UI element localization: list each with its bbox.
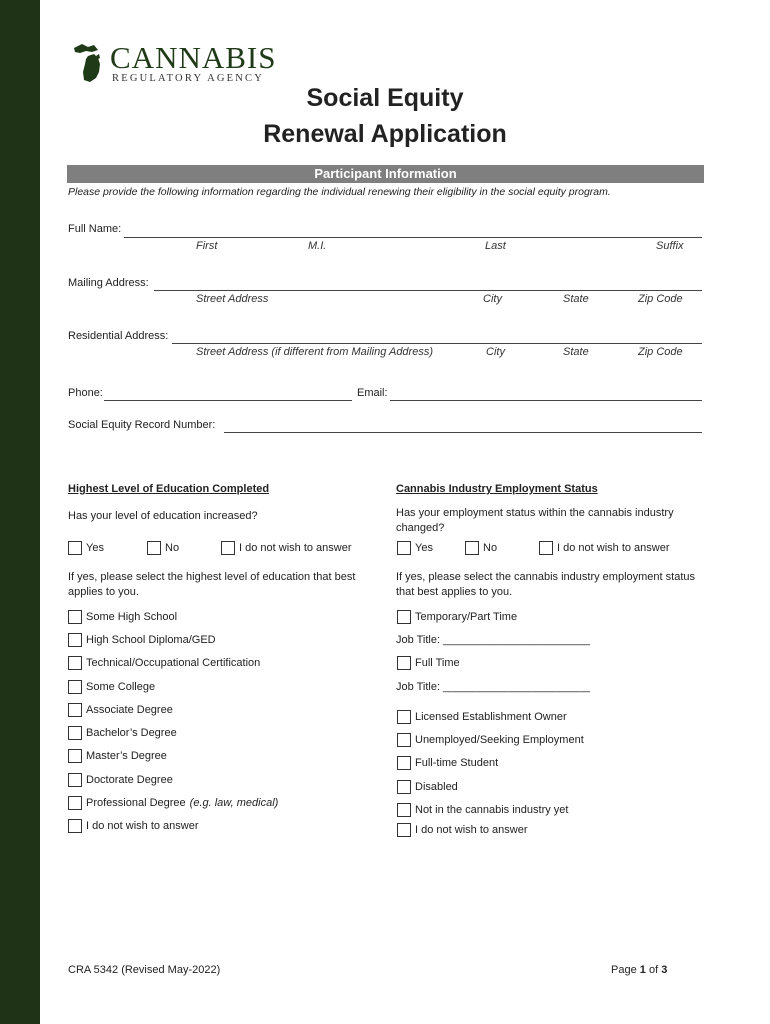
employment-no-label: No (483, 542, 498, 554)
education-option-checkbox[interactable] (68, 703, 82, 717)
education-yes-label: Yes (86, 542, 104, 554)
education-option-checkbox[interactable] (68, 610, 82, 624)
employment-option[interactable] (397, 780, 458, 794)
residential-address-field[interactable] (172, 343, 702, 344)
employment-decline-label: I do not wish to answer (557, 542, 670, 554)
education-option-label: Bachelor’s Degree (86, 727, 177, 739)
mailing-state-caption: State (563, 293, 589, 305)
education-followup: If yes, please select the highest level of education that best applies to you. (68, 571, 356, 598)
employment-no-option[interactable] (465, 541, 497, 555)
record-number-label: Social Equity Record Number: (68, 419, 216, 431)
residential-state-caption: State (563, 346, 589, 358)
education-option[interactable] (68, 610, 177, 624)
phone-label: Phone: (68, 387, 103, 399)
residential-street-caption: Street Address (if different from Mailing Address) (196, 346, 433, 358)
employment-option[interactable] (397, 823, 528, 837)
education-professional-option[interactable] (68, 796, 278, 810)
email-label: Email: (357, 387, 388, 399)
employment-option[interactable] (397, 710, 567, 724)
email-field[interactable] (390, 400, 702, 401)
page-title-line2: Renewal Application (263, 120, 507, 148)
education-no-option[interactable] (147, 541, 179, 555)
education-yes-checkbox[interactable] (68, 541, 82, 555)
page-total: 3 (661, 964, 668, 976)
employment-temp-label: Temporary/Part Time (415, 611, 518, 623)
education-decline-option[interactable] (221, 541, 352, 555)
full-name-suffix-caption: Suffix (656, 240, 684, 252)
mailing-street-caption: Street Address (196, 293, 269, 305)
education-no-label: No (165, 542, 180, 554)
employment-yes-checkbox[interactable] (397, 541, 411, 555)
full-name-last-caption: Last (485, 240, 506, 252)
employment-option-label: Unemployed/Seeking Employment (415, 734, 584, 746)
employment-option-checkbox[interactable] (397, 710, 411, 724)
employment-yes-label: Yes (415, 542, 433, 554)
mailing-address-label: Mailing Address: (68, 277, 149, 289)
education-decline-final-option[interactable] (68, 819, 199, 833)
page-sidebar-stripe (0, 0, 40, 1024)
education-question: Has your level of education increased? (68, 510, 258, 522)
employment-yes-option[interactable] (397, 541, 433, 555)
education-decline-label: I do not wish to answer (239, 542, 352, 554)
logo-subtitle: REGULATORY AGENCY (112, 73, 265, 84)
employment-option-checkbox[interactable] (397, 823, 411, 837)
employment-fulltime-label: Full Time (415, 657, 460, 669)
employment-decline-option[interactable] (539, 541, 670, 555)
employment-option-checkbox[interactable] (397, 803, 411, 817)
employment-option-label: I do not wish to answer (415, 824, 528, 836)
phone-field[interactable] (104, 400, 352, 401)
education-option-checkbox[interactable] (68, 773, 82, 787)
full-name-field[interactable] (124, 237, 702, 238)
job-title-field-2[interactable]: Job Title: ________________________ (396, 681, 590, 693)
education-option[interactable] (68, 656, 260, 670)
education-option[interactable] (68, 633, 216, 647)
residential-address-label: Residential Address: (68, 330, 169, 342)
page-title-line1: Social Equity (306, 84, 464, 112)
education-option-label: High School Diploma/GED (86, 634, 216, 646)
employment-temp-option[interactable] (397, 610, 517, 624)
education-option-label: Technical/Occupational Certification (86, 657, 261, 669)
education-option-checkbox[interactable] (68, 680, 82, 694)
page-current: 1 (639, 964, 646, 976)
full-name-first-caption: First (196, 240, 218, 252)
record-number-field[interactable] (224, 432, 702, 433)
section-intro: Please provide the following information regarding the individual renewing their eligibility in the social equity program. (68, 186, 611, 198)
education-option-checkbox[interactable] (68, 726, 82, 740)
education-decline-final-label: I do not wish to answer (86, 820, 199, 832)
education-decline-checkbox[interactable] (221, 541, 235, 555)
page-of: of (648, 964, 659, 976)
education-professional-label: Professional Degree (86, 797, 186, 809)
education-option[interactable] (68, 773, 173, 787)
page-number (611, 964, 667, 976)
employment-option-checkbox[interactable] (397, 733, 411, 747)
education-heading: Highest Level of Education Completed (68, 483, 270, 495)
education-option-label: Master’s Degree (86, 750, 167, 762)
form-id: CRA 5342 (Revised May-2022) (68, 964, 221, 976)
employment-decline-checkbox[interactable] (539, 541, 553, 555)
employment-option[interactable] (397, 803, 568, 817)
employment-heading: Cannabis Industry Employment Status (396, 483, 598, 495)
employment-option-label: Full-time Student (415, 757, 499, 769)
education-option[interactable] (68, 680, 155, 694)
employment-fulltime-option[interactable] (397, 656, 460, 670)
education-option-checkbox[interactable] (68, 656, 82, 670)
education-decline-final-checkbox[interactable] (68, 819, 82, 833)
logo-wordmark: CANNABIS (110, 40, 277, 75)
employment-temp-checkbox[interactable] (397, 610, 411, 624)
education-option[interactable] (68, 749, 167, 763)
employment-option[interactable] (397, 733, 584, 747)
full-name-mi-caption: M.I. (308, 240, 327, 252)
full-name-label: Full Name: (68, 223, 122, 235)
education-professional-examples: (e.g. law, medical) (189, 797, 279, 809)
education-option-label: Some College (86, 681, 156, 693)
education-option-checkbox[interactable] (68, 749, 82, 763)
education-option-checkbox[interactable] (68, 633, 82, 647)
mailing-address-field[interactable] (154, 290, 702, 291)
employment-no-checkbox[interactable] (465, 541, 479, 555)
employment-fulltime-checkbox[interactable] (397, 656, 411, 670)
mailing-zip-caption: Zip Code (638, 293, 683, 305)
residential-zip-caption: Zip Code (638, 346, 683, 358)
education-option-label: Associate Degree (86, 704, 173, 716)
employment-option-label: Not in the cannabis industry yet (415, 804, 569, 816)
michigan-map-icon (72, 42, 112, 84)
section-header-participant: Participant Information (67, 165, 704, 183)
employment-option-label: Licensed Establishment Owner (415, 711, 567, 723)
agency-logo (72, 40, 277, 88)
page-prefix: Page (611, 964, 637, 976)
employment-option-label: Disabled (415, 781, 458, 793)
education-yes-option[interactable] (68, 541, 104, 555)
education-no-checkbox[interactable] (147, 541, 161, 555)
education-option[interactable] (68, 726, 177, 740)
mailing-city-caption: City (483, 293, 502, 305)
job-title-field-1[interactable]: Job Title: ________________________ (396, 634, 590, 646)
residential-city-caption: City (486, 346, 505, 358)
education-professional-checkbox[interactable] (68, 796, 82, 810)
education-option[interactable] (68, 703, 173, 717)
employment-followup: If yes, please select the cannabis industry employment status that best applies to you. (396, 571, 695, 598)
employment-question: Has your employment status within the cannabis industry changed? (396, 507, 674, 534)
employment-option-checkbox[interactable] (397, 756, 411, 770)
education-option-label: Some High School (86, 611, 178, 623)
employment-option-checkbox[interactable] (397, 780, 411, 794)
education-option-label: Doctorate Degree (86, 774, 173, 786)
employment-option[interactable] (397, 756, 498, 770)
